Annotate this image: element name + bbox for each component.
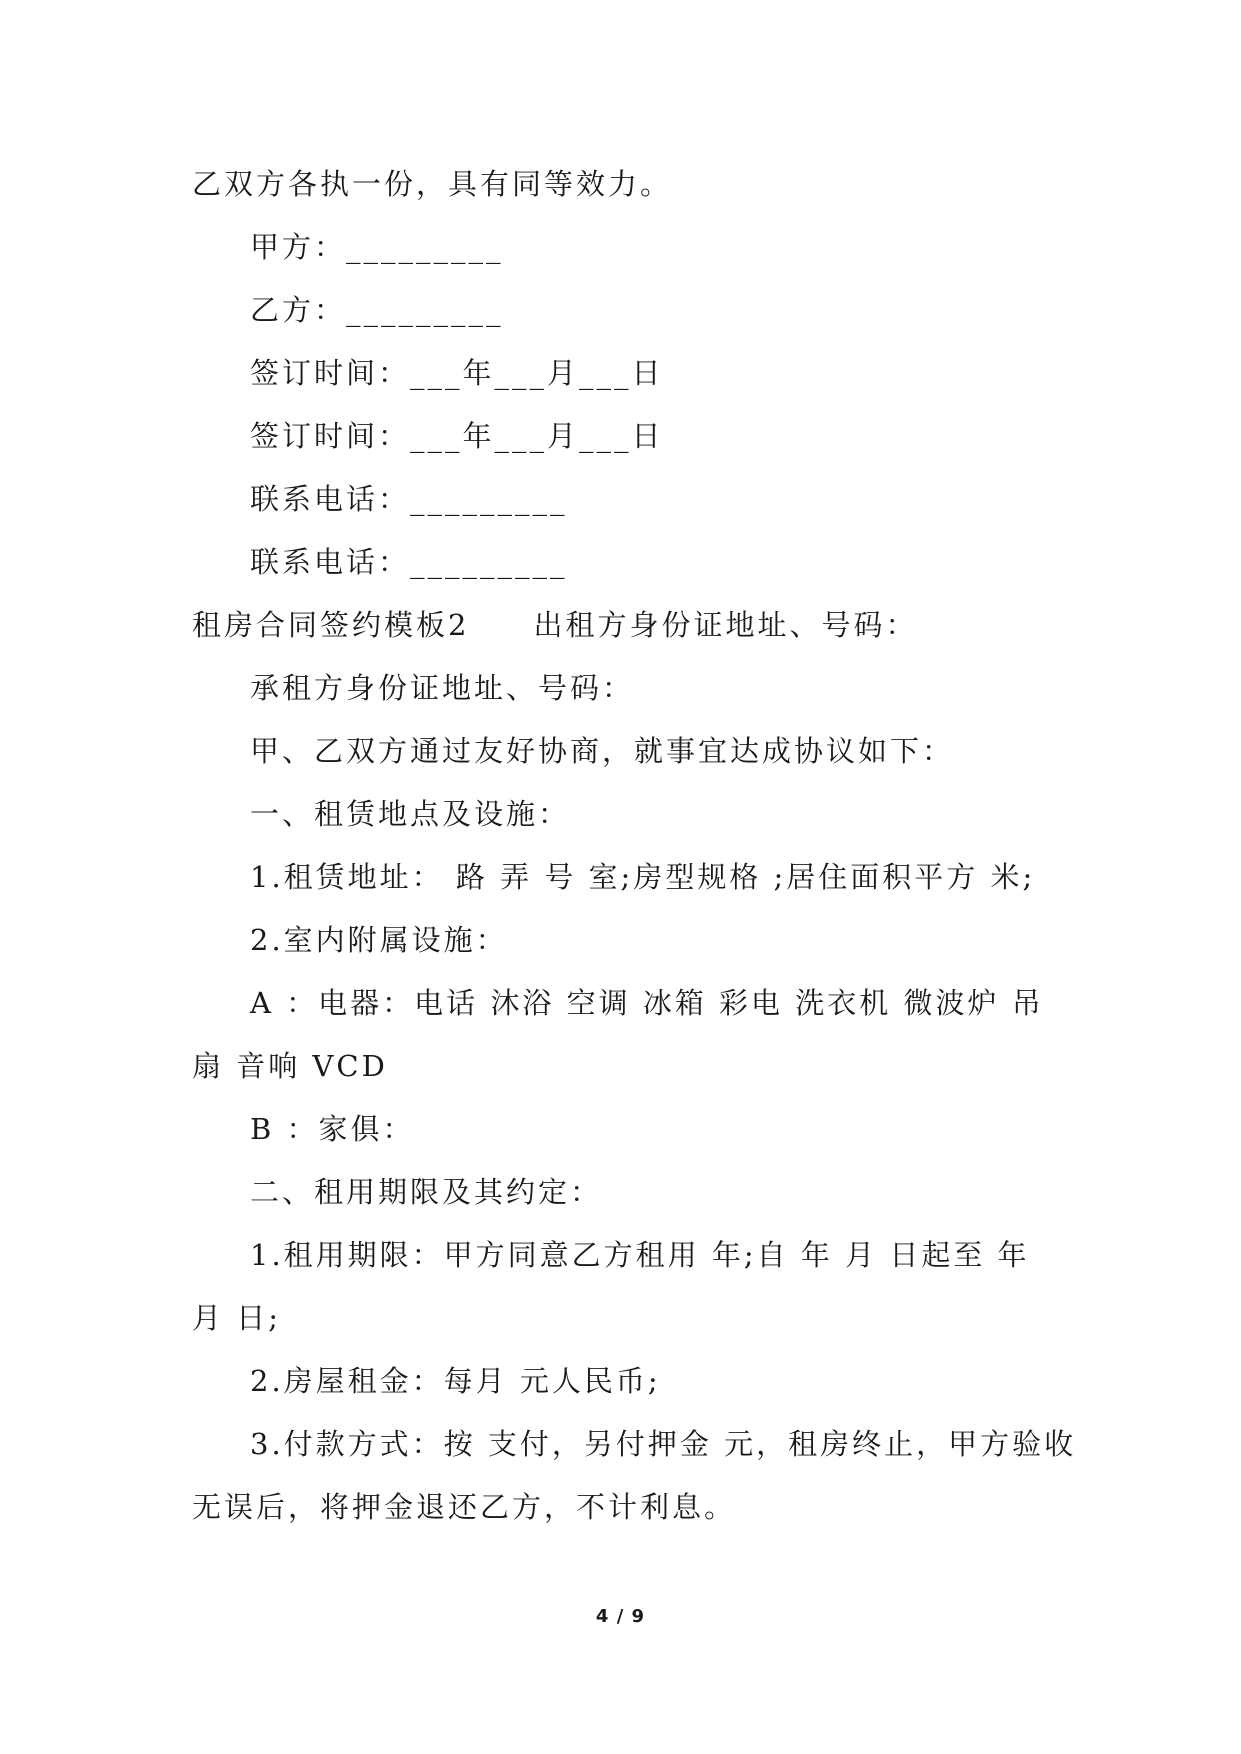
party-b-signature-line: 乙方：_________ — [250, 293, 504, 327]
text-line: 无误后，将押金退还乙方，不计利息。 — [192, 1490, 737, 1524]
clause-heading: 一、租赁地点及设施： — [250, 797, 571, 831]
page-number: 4 / 9 — [595, 1606, 646, 1627]
section-heading: 租房合同签约模板2 出租方身份证地址、号码： — [192, 608, 918, 642]
text-line: 2.室内附属设施： — [250, 923, 508, 957]
contact-phone-line: 联系电话：_________ — [250, 482, 568, 516]
signing-date-line: 签订时间：___年___月___日 — [250, 356, 664, 390]
text-line: 承租方身份证地址、号码： — [250, 671, 635, 705]
text-line: A ：电器：电话 沐浴 空调 冰箱 彩电 洗衣机 微波炉 吊 — [250, 986, 1044, 1020]
contact-phone-line: 联系电话：_________ — [250, 545, 568, 579]
text-line: B ：家俱： — [250, 1112, 415, 1146]
text-line: 1.租赁地址： 路 弄 号 室;房型规格 ;居住面积平方 米; — [250, 860, 1036, 894]
text-line: 甲、乙双方通过友好协商，就事宜达成协议如下： — [250, 734, 955, 768]
text-line: 月 日; — [192, 1301, 281, 1335]
text-line: 扇 音响 VCD — [192, 1049, 388, 1083]
party-a-signature-line: 甲方：_________ — [250, 230, 504, 264]
text-line: 3.付款方式：按 支付，另付押金 元，租房终止，甲方验收 — [250, 1427, 1077, 1461]
clause-heading: 二、租用期限及其约定： — [250, 1175, 603, 1209]
signing-date-line: 签订时间：___年___月___日 — [250, 419, 664, 453]
text-line: 乙双方各执一份，具有同等效力。 — [192, 167, 673, 201]
text-line: 1.租用期限：甲方同意乙方租用 年;自 年 月 日起至 年 — [250, 1238, 1030, 1272]
text-line: 2.房屋租金：每月 元人民币; — [250, 1364, 661, 1398]
